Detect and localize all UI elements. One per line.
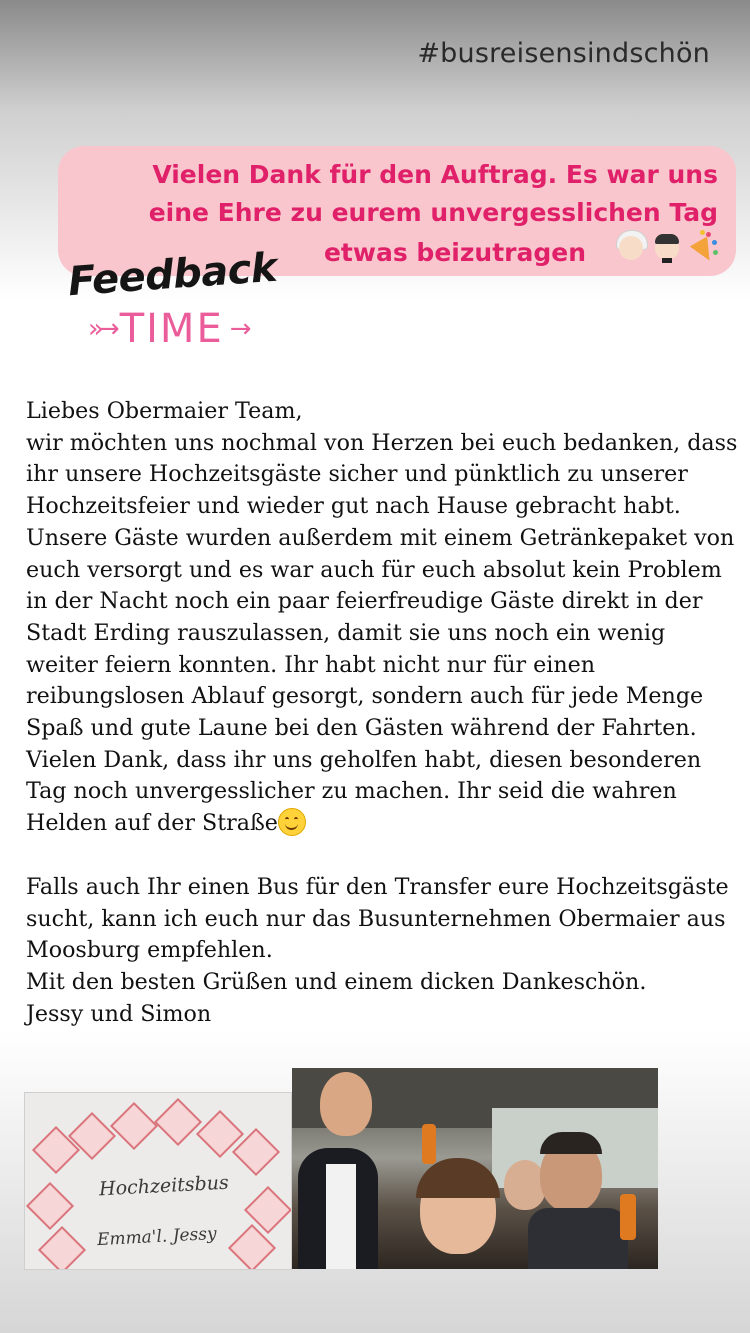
banner-line-2: eine Ehre zu eurem unvergesslichen Tag	[148, 198, 718, 227]
feedback-sticker-subtitle	[88, 306, 246, 352]
banner-line-1: Vielen Dank für den Auftrag. Es war uns	[152, 160, 718, 189]
heart-icon	[38, 1226, 86, 1270]
letter-greeting: Liebes Obermaier Team,	[26, 398, 303, 424]
bride-icon	[616, 230, 646, 264]
letter-signature: Jessy und Simon	[26, 1000, 212, 1027]
letter-line: Unsere Gäste wurden außerdem mit einem Getränkepaket von	[26, 524, 735, 551]
heart-icon	[26, 1182, 74, 1230]
arrow-right-icon: →	[229, 314, 246, 344]
feedback-sticker-title: Feedback	[66, 244, 279, 306]
banner-emojis	[616, 230, 718, 264]
sign-line-2: Emma'l. Jessy	[96, 1223, 218, 1251]
letter-line: reibungslosen Ablauf gesorgt, sondern auch für jede Menge	[26, 683, 704, 710]
party-popper-icon	[688, 230, 718, 264]
letter-line: Stadt Erding rauszulassen, damit sie uns noch ein wenig	[26, 619, 666, 646]
sign-line-1: Hochzeitsbus	[98, 1171, 230, 1201]
letter-line-with-emoji	[26, 808, 731, 840]
heart-icon	[154, 1098, 202, 1146]
letter-line: Spaß und gute Laune bei den Gästen während der Fahrten.	[26, 715, 697, 742]
hashtag-label[interactable]	[417, 38, 710, 69]
letter-line: Vielen Dank, dass ihr uns geholfen habt, diesen besonderen	[26, 746, 702, 773]
person-1	[320, 1072, 372, 1136]
letter-line: Falls auch Ihr einen Bus für den Transfer eure Hochzeitsgäste	[26, 873, 729, 900]
letter-line: Tag noch unvergesslicher zu machen. Ihr seid die wahren	[26, 778, 677, 805]
letter-line: Helden auf der Straße	[26, 810, 278, 837]
letter-line: ihr unsere Hochzeitsgäste sicher und pünktlich zu unserer	[26, 461, 688, 488]
letter-line: weiter feiern konnten. Ihr habt nicht nur für einen	[26, 651, 596, 678]
heart-icon	[110, 1102, 158, 1150]
hashtag-text: #busreisensindschön	[417, 38, 710, 69]
time-label: TIME	[119, 306, 224, 352]
feedback-letter	[26, 396, 738, 1030]
letter-line: euch versorgt und es war auch für euch absolut kein Problem	[26, 556, 722, 583]
double-arrow-icon: »→	[88, 314, 114, 344]
banner-line-3: etwas beizutragen	[323, 238, 586, 267]
letter-line: wir möchten uns nochmal von Herzen bei euch bedanken, dass	[26, 429, 738, 456]
guests-in-bus-photo	[292, 1068, 658, 1269]
drink-bottle	[620, 1194, 636, 1240]
letter-line: sucht, kann ich euch nur das Busunternehmen Obermaier aus	[26, 905, 726, 932]
wedding-bus-sign-photo	[24, 1092, 292, 1270]
smiling-face-icon	[278, 808, 306, 836]
letter-line: in der Nacht noch ein paar feierfreudige Gäste direkt in der	[26, 588, 703, 615]
groom-icon	[652, 230, 682, 264]
letter-line: Hochzeitsfeier und wieder gut nach Hause gebracht habt.	[26, 493, 681, 520]
drink-bottle	[422, 1124, 436, 1164]
letter-line: Mit den besten Grüßen und einem dicken Dankeschön.	[26, 968, 647, 995]
letter-line: Moosburg empfehlen.	[26, 937, 273, 964]
